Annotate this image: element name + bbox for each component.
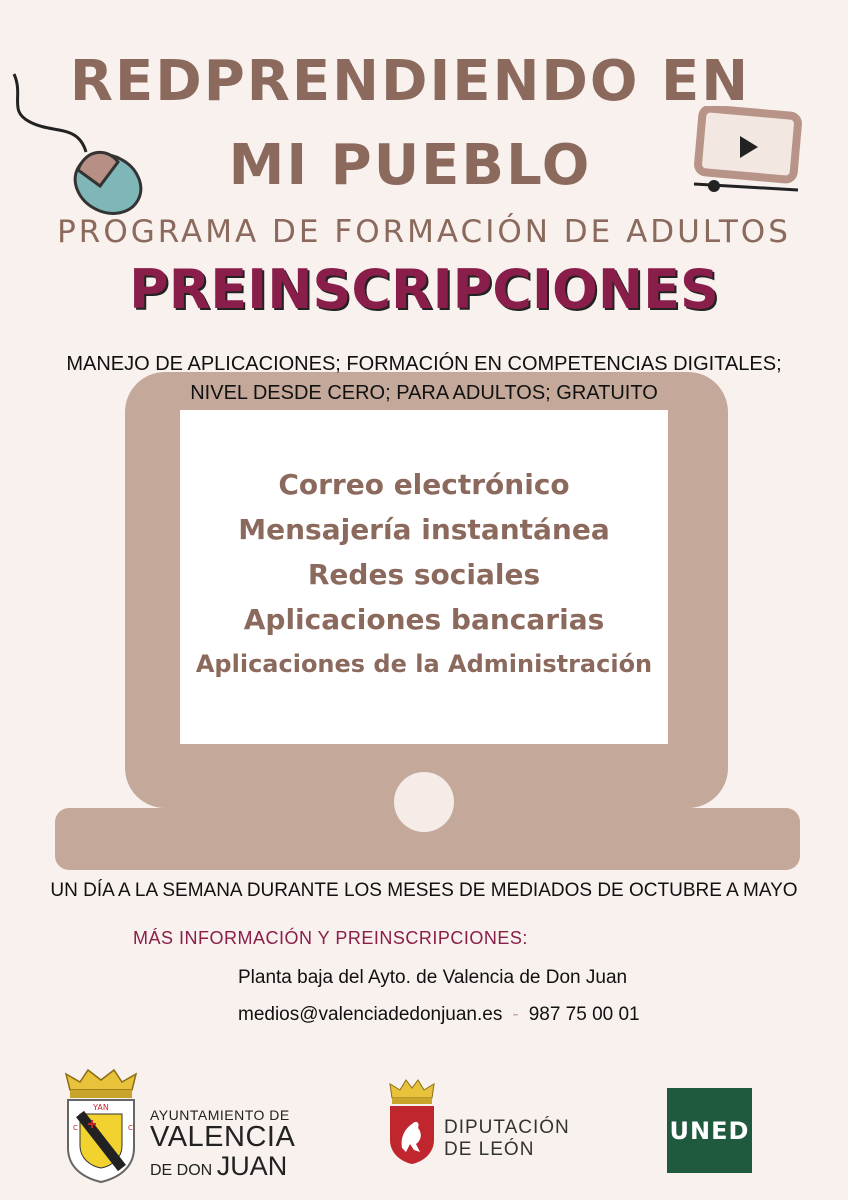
contact-heading: MÁS INFORMACIÓN Y PREINSCRIPCIONES: [133, 928, 528, 948]
course-description [20, 350, 828, 408]
description-line-1: MANEJO DE APLICACIONES; FORMACIÓN EN COMPETENCIAS DIGITALES; [66, 353, 782, 375]
list-item: Aplicaciones bancarias [243, 603, 605, 636]
page-title: REDPRENDIENDO EN MI PUEBLO [69, 49, 751, 198]
contact-email[interactable]: medios@valenciadedonjuan.es [238, 1004, 503, 1025]
uned-logo-text: UNED [669, 1116, 750, 1145]
svg-text:C: C [128, 1124, 133, 1132]
diputacion-shield-icon [386, 1078, 438, 1164]
svg-text:YAN: YAN [93, 1103, 109, 1112]
ayuntamiento-logo-text: AYUNTAMIENTO DE VALENCIA DE DON JUAN [150, 1107, 296, 1181]
diputacion-logo-text: DIPUTACIÓN DE LEÓN [444, 1117, 570, 1160]
schedule-text: UN DÍA A LA SEMANA DURANTE LOS MESES DE MEDIADOS DE OCTUBRE A MAYO [50, 880, 798, 901]
contact-address: Planta baja del Ayto. de Valencia de Don Juan [238, 967, 628, 988]
svg-text:C: C [73, 1124, 78, 1132]
list-item: Mensajería instantánea [238, 513, 610, 546]
preinscripciones-heading: PREINSCRIPCIONES [129, 258, 719, 321]
program-subtitle: PROGRAMA DE FORMACIÓN DE ADULTOS [57, 214, 791, 250]
contact-separator: - [512, 1004, 519, 1025]
description-line-2: NIVEL DESDE CERO; PARA ADULTOS; GRATUITO [190, 382, 658, 404]
list-item: Correo electrónico [278, 468, 570, 501]
topics-list [180, 462, 668, 687]
contact-line [238, 1004, 640, 1026]
uned-logo [667, 1088, 752, 1173]
list-item: Redes sociales [307, 558, 541, 591]
list-item: Aplicaciones de la Administración [195, 650, 653, 678]
contact-phone[interactable]: 987 75 00 01 [528, 1004, 640, 1025]
ayuntamiento-coat-of-arms-icon [58, 1068, 144, 1184]
